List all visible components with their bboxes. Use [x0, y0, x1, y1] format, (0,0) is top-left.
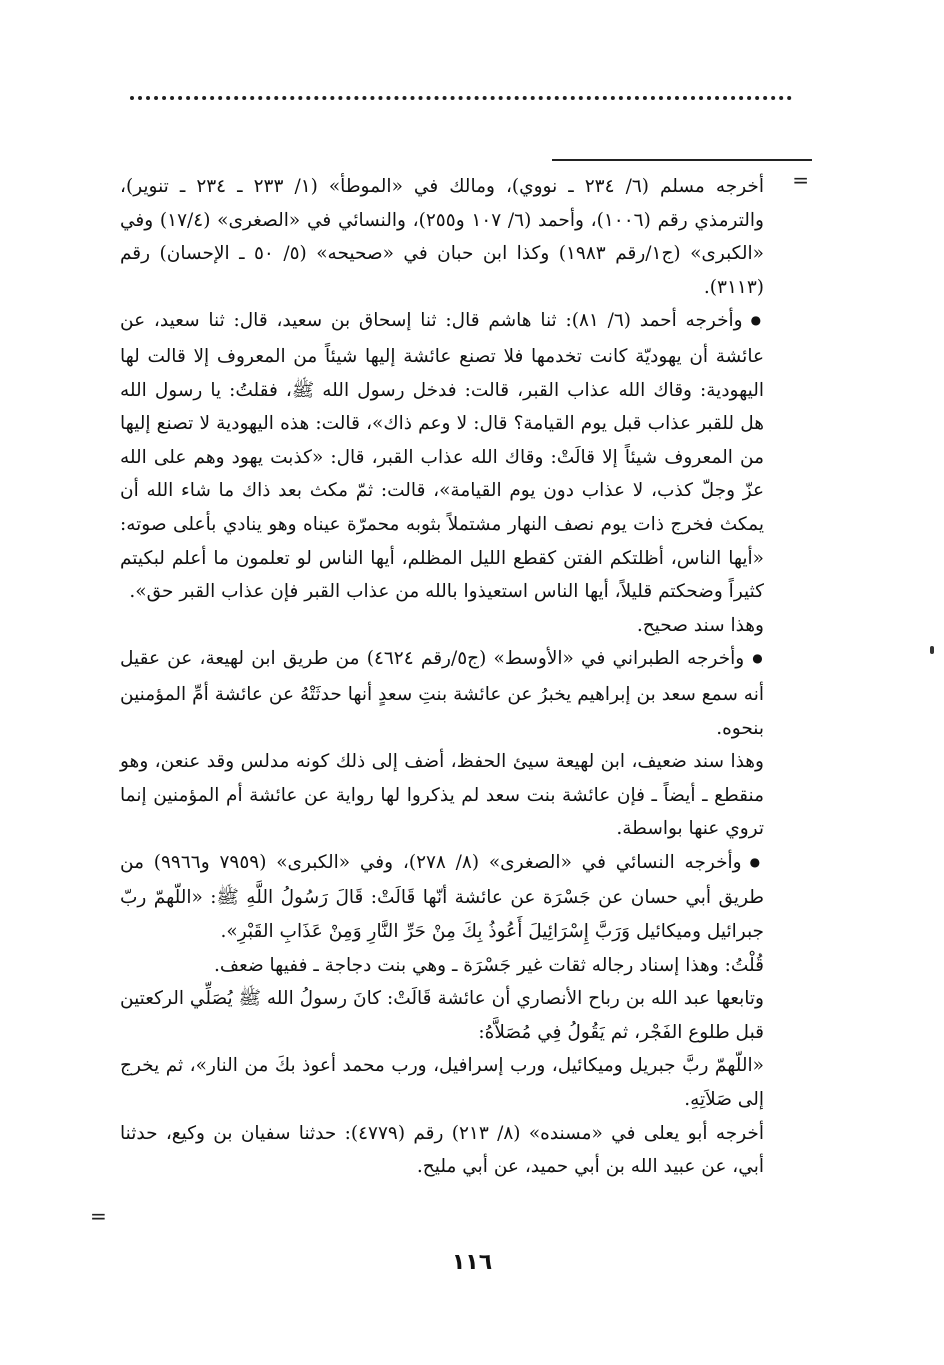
paragraph: وتابعها عبد الله بن رباح الأنصاري أن عائشة قَالَتْ: كانَ رسولُ الله ﷺ يُصَلِّي الركعتين قبل طلوع الفَجْر، ثم يَقُولُ فِي مُصَلاَّهُ:: [120, 988, 764, 1043]
footnote-body: [120, 170, 764, 1184]
paragraph: أخرجه مسلم (٦/ ٢٣٤ ـ نووي)، ومالك في «الموطأ» (١/ ٢٣٣ ـ ٢٣٤ ـ تنوير)، والترمذي رقم (١٠٠٦)، وأحمد (٦/ ١٠٧ و٢٥٥)، والنسائي في «الصغرى» (١٧/٤) وفي «الكبرى» (ج١/رقم ١٩٨٣) وكذا ابن حبان في «صحيحه» (٥/ ٥٠ ـ الإحسان) رقم (٣١١٣).: [120, 176, 765, 298]
page-number: ١١٦: [451, 1250, 493, 1275]
paragraph: أخرجه أبو يعلى في «مسنده» (٨/ ٢١٣) رقم (٤٧٧٩): حدثنا سفيان بن وكيع، حدثنا أبي، عن عبيد الله بن أبي حميد، عن أبي مليح.: [120, 1122, 764, 1178]
header-dotted-rule: [130, 96, 792, 110]
bullet-paragraph: ● وأخرجه النسائي في «الصغرى» (٨/ ٢٧٨)، وفي «الكبرى» (٧٩٥٩ و٩٩٦٦) من طريق أبي حسان عن جَسْرَة عن عائشة أنّها قَالَتْ: قَالَ رَسُولُ اللَّهِ ﷺ: «اللّهمّ ربّ جبرائيل وميكائيل وَرَبَّ إِسْرَائِيلَ أَعُوذُ بِكَ مِنْ حَرِّ النَّارِ وَمِنْ عَذَابِ القَبْرِ».: [120, 846, 764, 949]
paragraph: «اللّهمّ ربَّ جبريل وميكائيل، ورب إسرافيل، ورب محمد أعوذ بكَ من النار»، ثم يخرج إلى صَلاَتِهِ.: [120, 1055, 764, 1111]
continuation-mark-bottom: =: [90, 1204, 107, 1228]
bullet-paragraph: ● وأخرجه أحمد (٦/ ٨١): ثنا هاشم قال: ثنا إسحاق بن سعيد، قال: ثنا سعيد، عن عائشة أن يهوديّة كانت تخدمها فلا تصنع عائشة إليها شيئاً من المعروف إلا قالت لها اليهودية: وقاك الله عذاب القبر، قالت: فدخل رسول الله ﷺ، فقلتُ: يا رسول الله هل للقبر عذاب قبل يوم القيامة؟ قال: لا وعم ذاك»، قالت: هذه اليهودية لا تصنع إليها من المعروف شيئاً إلا قالَتْ: وقاك الله عذاب القبر، قال: «كذبت يهود وهم على الله عزّ وجلّ كذب، لا عذاب دون يوم القيامة»، قالت: ثمّ مكث بعد ذاك ما شاء الله أن يمكث فخرج ذات يوم نصف النهار مشتملاً بثوبه محمرّة عيناه وهو ينادي بأعلى صوته: «أيها الناس، أظلتكم الفتن كقطع الليل المظلم، أيها الناس لو تعلمون ما أعلم لبكيتم كثيراً وضحكتم قليلاً، أيها الناس استعيذوا بالله من عذاب القبر فإن عذاب القبر حق».: [120, 304, 764, 608]
scan-edge-mark: [930, 646, 934, 654]
paragraph: قُلْتُ: وهذا إسناد رجاله ثقات غير جَسْرَة ـ وهي بنت دجاجة ـ ففيها ضعف.: [213, 954, 764, 976]
continuation-mark-top: =: [792, 168, 809, 192]
paragraph: وهذا سند ضعيف، ابن لهيعة سيئ الحفظ، أضف إلى ذلك كونه مدلس وقد عنعن، وهو منقطع ـ أيضاً ـ فإن عائشة بنت سعد لم يذكروا لها رواية عن عائشة أم المؤمنين إنما تروي عنها بواسطة.: [120, 751, 764, 840]
bullet-paragraph: ● وأخرجه الطبراني في «الأوسط» (ج٥/رقم ٤٦٢٤) من طريق ابن لهيعة، عن عقيل أنه سمع سعد بن إبراهيم يخبرُ عن عائشة بنتِ سعدٍ أنها حدثَتْهُ عن عائشة أمِّ المؤمنين بنحوه.: [120, 642, 764, 745]
footnote-separator: [552, 159, 812, 161]
paragraph: وهذا سند صحيح.: [636, 614, 764, 636]
